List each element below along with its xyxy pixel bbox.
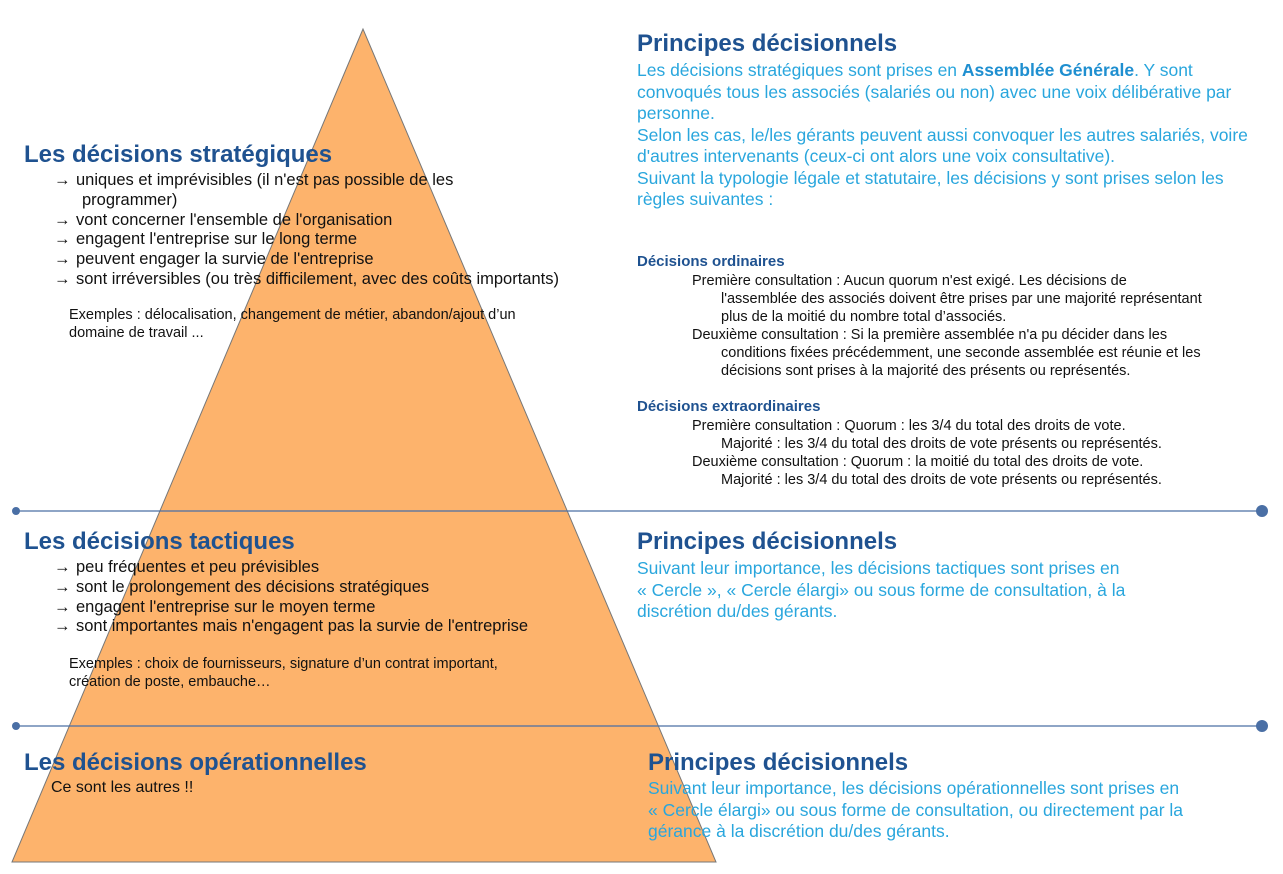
list-item: → sont le prolongement des décisions stratégiques	[54, 577, 430, 596]
principles-operational-text: Suivant leur importance, les décisions opérationnelles sont prises en « Cercle élargi» ou sous forme de consultation, ou directement par la gérance à la discrétion du/des gérants.	[648, 778, 1184, 841]
arrow-icon: →	[54, 558, 71, 576]
principles-strategic-text	[637, 60, 1267, 211]
list-item: → peu fréquentes et peu prévisibles	[54, 558, 320, 576]
tactical-title: Les décisions tactiques	[24, 528, 295, 555]
principles-operational-title: Principes décisionnels	[648, 749, 909, 776]
tactical-bullets	[54, 558, 614, 637]
ordinary-title: Décisions ordinaires	[637, 253, 785, 270]
arrow-icon: →	[54, 597, 71, 616]
list-item: → sont importantes mais n'engagent pas la survie de l'entreprise	[54, 617, 529, 636]
strategic-title: Les décisions stratégiques	[24, 141, 333, 168]
list-item: → peuvent engager la survie de l'entreprise	[54, 250, 374, 269]
arrow-icon: →	[54, 230, 71, 249]
arrow-icon: →	[54, 210, 71, 229]
list-item: → sont irréversibles (ou très difficilement, avec des coûts importants)	[54, 269, 559, 288]
principles-tactical-text: Suivant leur importance, les décisions tactiques sont prises en « Cercle », « Cercle élargi» ou sous forme de consultation, à la discrétion du/des gérants.	[637, 558, 1126, 621]
list-item: → uniques et imprévisibles (il n'est pas possible de les programmer)	[54, 171, 454, 209]
principles-strategic-p3: Suivant la typologie légale et statutaire, les décisions y sont prises selon les règles suivantes :	[637, 167, 1224, 209]
arrow-icon: →	[54, 617, 71, 636]
list-item: → engagent l'entreprise sur le moyen terme	[54, 597, 376, 616]
operational-title: Les décisions opérationnelles	[24, 749, 367, 776]
divider-dot	[1256, 720, 1268, 732]
divider-dot	[12, 507, 20, 515]
extraordinary-text: Première consultation : Quorum : les 3/4 du total des droits de vote. Majorité : les 3/4 du total des droits de vote présents ou représentés. Deuxième consultation : Quorum : la moitié du total des droits de vote. Majorité : les 3/4 du total des droits de vote présents ou représentés.	[692, 418, 1162, 488]
arrow-icon: →	[54, 250, 71, 269]
principles-strategic-p2: Selon les cas, le/les gérants peuvent aussi convoquer les autres salariés, voire d'autres intervenants (ceux-ci ont alors une voix consultative).	[637, 124, 1248, 166]
tactical-examples: Exemples : choix de fournisseurs, signature d’un contrat important, création de poste, embauche…	[69, 656, 498, 690]
list-item: → engagent l'entreprise sur le long terme	[54, 230, 358, 249]
divider-dot	[1256, 505, 1268, 517]
arrow-icon: →	[54, 171, 71, 189]
extraordinary-title: Décisions extraordinaires	[637, 398, 821, 415]
principles-strategic-p1: Les décisions stratégiques sont prises en Assemblée Générale. Y sont convoqués tous les associés (salariés ou non) avec une voix délibérative par personne.	[637, 60, 1232, 123]
arrow-icon: →	[54, 269, 71, 288]
divider-dot	[12, 722, 20, 730]
arrow-icon: →	[54, 577, 71, 596]
principles-strategic-title: Principes décisionnels	[637, 30, 898, 57]
ordinary-text: Première consultation : Aucun quorum n'est exigé. Les décisions de l'assemblée des associés doivent être prises par une majorité représentant plus de la moitié du nombre total d’associés. Deuxième consultation : Si la première assemblée n'a pu décider dans les conditions fixées précédemment, une seconde assemblée est réunie et les décisions sont prises à la majorité des présents ou représentés.	[692, 273, 1202, 379]
strategic-examples: Exemples : délocalisation, changement de métier, abandon/ajout d’un domaine de travail ...	[69, 307, 516, 341]
strategic-bullets	[54, 171, 614, 290]
list-item: → vont concerner l'ensemble de l'organisation	[54, 210, 393, 229]
principles-tactical-title: Principes décisionnels	[637, 528, 898, 555]
operational-text: Ce sont les autres !!	[51, 779, 194, 796]
